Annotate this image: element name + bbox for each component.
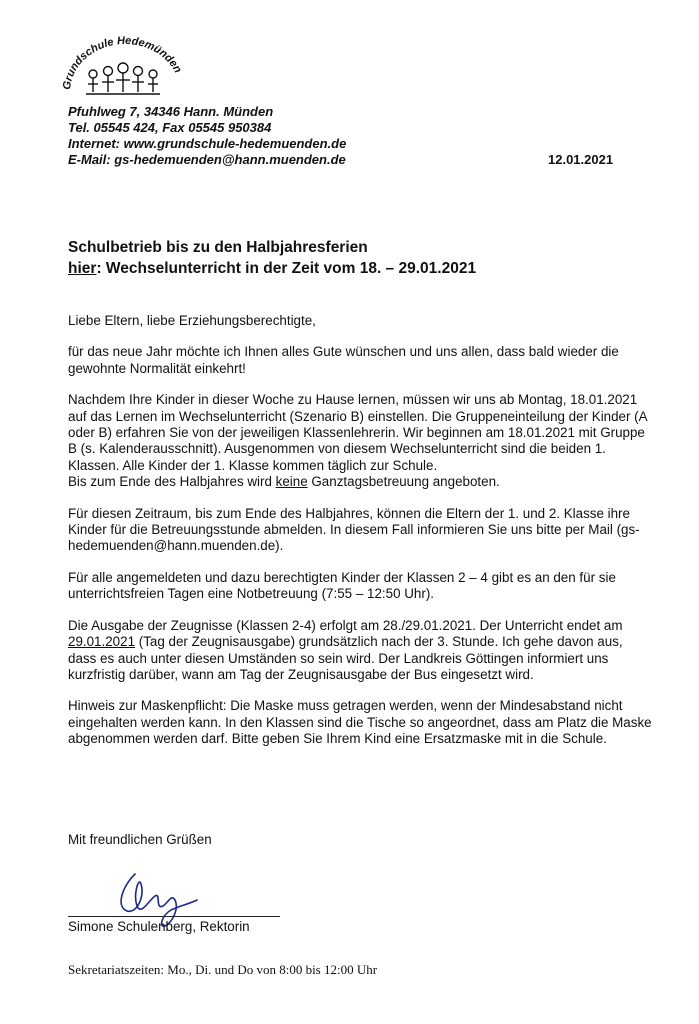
paragraph-zeugnisse	[68, 618, 653, 684]
ganztag-keine: keine	[275, 474, 308, 490]
subject	[68, 237, 476, 279]
zeugnisse-text-b: (Tag der Zeugnisausgabe) grundsätzlich nach der 3. Stunde. Ich gehe davon aus, dass es auch unter diesen Umständen so sein wird. Der Landkreis Göttingen informiert uns kurzfristig darüber, wann am Tag der Zeugnisausgabe der Bus eingesetzt wird.	[68, 634, 623, 682]
subject-hier: hier	[68, 260, 97, 277]
paragraph-betreuung: Für diesen Zeitraum, bis zum Ende des Halbjahres, können die Eltern der 1. und 2. Klasse ihre Kinder für die Betreuungsstunde abmelden. In diesem Fall informieren Sie uns bitte per Mail (gs-hedemuenden@hann.muenden.de).	[68, 505, 640, 554]
paragraph-maskenpflicht: Hinweis zur Maskenpflicht: Die Maske muss getragen werden, wenn der Mindesabstand nicht eingehalten werden kann. In den Klassen sind die Tische so angeordnet, dass am Platz die Maske abgenommen werden darf. Bitte geben Sie Ihrem Kind eine Ersatzmaske mit in die Schule.	[68, 698, 652, 747]
salutation: Liebe Eltern, liebe Erziehungsberechtigte,	[68, 313, 316, 328]
subject-line-1: Schulbetrieb bis zu den Halbjahresferien	[68, 239, 368, 256]
ganztag-text-a: Bis zum Ende des Halbjahres wird	[68, 474, 276, 490]
letter-body	[68, 313, 653, 763]
letter-date: 12.01.2021	[548, 152, 614, 167]
zeugnisse-text-a: Die Ausgabe der Zeugnisse (Klassen 2-4) erfolgt am 28./29.01.2021. Der Unterricht endet am	[68, 617, 623, 633]
contact-block	[68, 104, 346, 168]
signer-name: Simone Schulenberg, Rektorin	[68, 919, 250, 934]
subject-line-2	[68, 258, 476, 279]
signature-line	[68, 916, 280, 917]
school-logo	[58, 34, 188, 104]
office-hours: Sekretariatszeiten: Mo., Di. und Do von 8:00 bis 12:00 Uhr	[68, 962, 378, 977]
ganztag-text-b: Ganztagsbetreuung angeboten.	[307, 474, 500, 490]
closing: Mit freundlichen Grüßen	[68, 832, 212, 847]
email[interactable]: E-Mail: gs-hedemuenden@hann.muenden.de	[68, 152, 346, 167]
school-logo-graphic	[58, 34, 188, 104]
paragraph-wechselunterricht-text: Nachdem Ihre Kinder in dieser Woche zu Hause lernen, müssen wir uns ab Montag, 18.01.2021 auf das Lernen im Wechselunterricht (Szenario B) einstellen. Die Gruppeneinteilung der Kinder (A oder B) erfahren Sie von der jeweiligen Klassenlehrerin. Wir beginnen am 18.01.2021 mit Gruppe B (s. Kalenderausschnitt). Ausgenommen von diesem Wechselunterricht sind die beiden 1. Klassen. Alle Kinder der 1. Klasse kommen täglich zur Schule.	[68, 392, 647, 473]
logo-text: Grundschule Hedemünden	[60, 34, 184, 91]
phone-fax: Tel. 05545 424, Fax 05545 950384	[68, 120, 272, 135]
paragraph-new-year: für das neue Jahr möchte ich Ihnen alles Gute wünschen und uns allen, dass bald wieder die gewohnte Normalität einkehrt!	[68, 344, 619, 376]
subject-line-2-rest: : Wechselunterricht in der Zeit vom 18. – 29.01.2021	[96, 260, 477, 277]
website[interactable]: Internet: www.grundschule-hedemuenden.de	[68, 136, 347, 151]
zeugnisse-date: 29.01.2021	[68, 634, 136, 650]
address: Pfuhlweg 7, 34346 Hann. Münden	[68, 104, 274, 119]
paragraph-wechselunterricht	[68, 392, 653, 490]
paragraph-notbetreuung: Für alle angemeldeten und dazu berechtigten Kinder der Klassen 2 – 4 gibt es an den für sie unterrichtsfreien Tagen eine Notbetreuung (7:55 – 12:50 Uhr).	[68, 569, 616, 602]
